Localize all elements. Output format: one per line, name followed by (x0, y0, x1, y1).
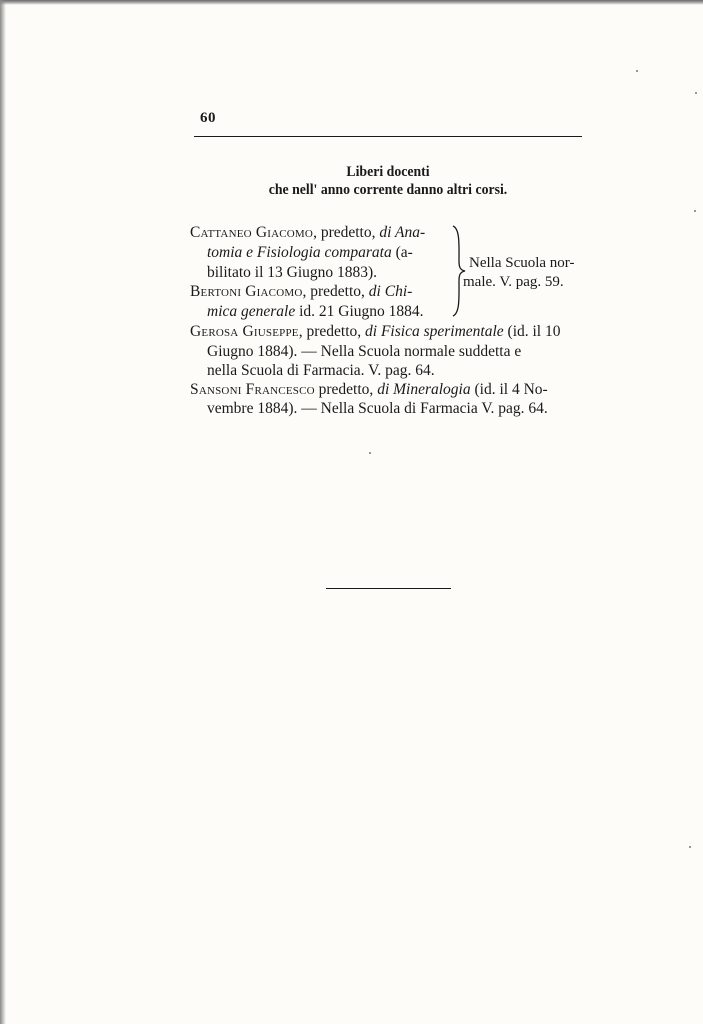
header-rule (194, 136, 582, 137)
entry-sansoni-line1: Sansoni Francesco predetto, di Mineralogia (id. il 4 No- (190, 381, 548, 398)
paper-speck (694, 210, 696, 212)
paper-speck (695, 92, 697, 94)
brace-note-line2: male. V. pag. 59. (463, 274, 564, 290)
entry-bertoni-line2: mica generale id. 21 Giugno 1884. (207, 303, 424, 320)
paper-speck (369, 452, 371, 454)
entry-cattaneo-line3: bilitato il 13 Giugno 1883). (207, 264, 378, 281)
scan-edge-top (0, 0, 703, 5)
entry-gerosa-line2: Giugno 1884). — Nella Scuola normale suddetta e (207, 343, 522, 360)
section-subheading: che nell' anno corrente danno altri corsi. (268, 182, 508, 198)
entry-name: Cattaneo Giacomo (190, 224, 314, 241)
entry-sansoni-line2: vembre 1884). — Nella Scuola di Farmacia V. pag. 64. (207, 400, 548, 417)
entry-name: Sansoni Francesco (190, 381, 315, 398)
entry-cattaneo-line2: tomia e Fisiologia comparata (a- (207, 244, 413, 261)
paper-speck (689, 846, 691, 848)
closing-rule (326, 588, 451, 589)
entry-name: Gerosa Giuseppe (190, 323, 299, 340)
entry-bertoni-line1: Bertoni Giacomo, predetto, di Chi- (190, 283, 413, 300)
scan-edge-left (0, 0, 6, 1024)
brace-note-line1: Nella Scuola nor- (469, 255, 575, 271)
entry-gerosa-line1: Gerosa Giuseppe, predetto, di Fisica sperimentale (id. il 10 (190, 323, 561, 340)
curly-brace-icon (452, 225, 466, 317)
page-number: 60 (200, 110, 216, 126)
entry-name: Bertoni Giacomo (190, 283, 303, 300)
paper-speck (636, 70, 638, 72)
entry-cattaneo-line1: Cattaneo Giacomo, predetto, di Ana- (190, 224, 426, 241)
section-heading: Liberi docenti (346, 164, 430, 180)
entry-gerosa-line3: nella Scuola di Farmacia. V. pag. 64. (207, 362, 435, 379)
